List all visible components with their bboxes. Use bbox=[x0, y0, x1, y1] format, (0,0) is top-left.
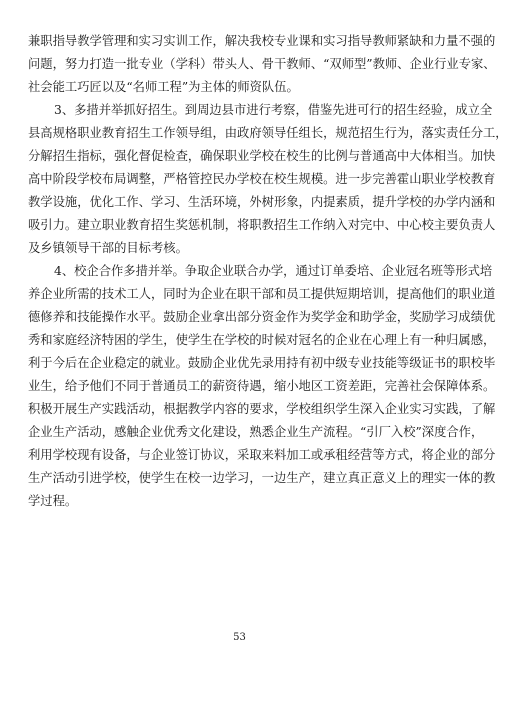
text-line: 分解招生指标，强化督促检查，确保职业学校在校生的比例与普通高中大体相当。加快 bbox=[28, 149, 496, 163]
text-line: 利于今后在企业稳定的就业。鼓励企业优先录用持有初中级专业技能等级证书的职校毕 bbox=[28, 356, 496, 370]
text-line: 吸引力。建立职业教育招生奖惩机制，将职教招生工作纳入对完中、中心校主要负责人 bbox=[28, 218, 496, 232]
text-line: 及乡镇领导干部的目标考核。 bbox=[28, 241, 188, 255]
text-line: 业生，给予他们不同于普通员工的薪资待遇，缩小地区工资差距，完善社会保障体系。 bbox=[28, 379, 496, 393]
text-line: 秀和家庭经济特困的学生，使学生在学校的时候对冠名的企业在心理上有一种归属感， bbox=[28, 333, 496, 347]
paragraph-heading-enrollment: 3、多措并举抓好招生。到周边县市进行考察，借鉴先进可行的招生经验，成立全 bbox=[54, 103, 493, 117]
text-line: 生产活动引进学校，使学生在校一边学习，一边生产，建立真正意义上的理实一体的教 bbox=[28, 471, 496, 485]
text-line: 积极开展生产实践活动，根据教学内容的要求，学校组织学生深入企业实习实践，了解 bbox=[28, 402, 496, 416]
text-line: 德修养和技能操作水平。鼓励企业拿出部分资金作为奖学金和助学金，奖励学习成绩优 bbox=[28, 310, 496, 324]
text-line: 社会能工巧匠以及“名师工程”为主体的师资队伍。 bbox=[28, 80, 299, 94]
text-line: 高中阶段学校布局调整，严格管控民办学校在校生规模。进一步完善霍山职业学校教育 bbox=[28, 172, 496, 186]
text-line: 兼职指导教学管理和实习实训工作，解决我校专业课和实习指导教师紧缺和力量不强的 bbox=[28, 34, 496, 48]
text-line: 问题，努力打造一批专业（学科）带头人、骨干教师、“双师型”教师、企业行业专家、 bbox=[28, 57, 496, 71]
text-line: 利用学校现有设备，与企业签订协议，采取来料加工或承租经营等方式，将企业的部分 bbox=[28, 448, 496, 462]
text-line: 养企业所需的技术工人，同时为企业在职干部和员工提供短期培训，提高他们的职业道 bbox=[28, 287, 496, 301]
text-line: 企业生产活动，感触企业优秀文化建设，熟悉企业生产流程。“引厂入校”深度合作， bbox=[28, 425, 484, 439]
text-line: 县高规格职业教育招生工作领导组，由政府领导任组长，规范招生行为，落实责任分工， bbox=[28, 126, 508, 140]
document-body bbox=[28, 30, 508, 513]
text-line: 教学设施，优化工作、学习、生活环境，外树形象，内提素质，提升学校的办学内涵和 bbox=[28, 195, 496, 209]
text-line: 学过程。 bbox=[28, 494, 78, 508]
page-number: 53 bbox=[233, 632, 246, 643]
paragraph-heading-cooperation: 4、校企合作多措并举。争取企业联合办学，通过订单委培、企业冠名班等形式培 bbox=[54, 264, 493, 278]
